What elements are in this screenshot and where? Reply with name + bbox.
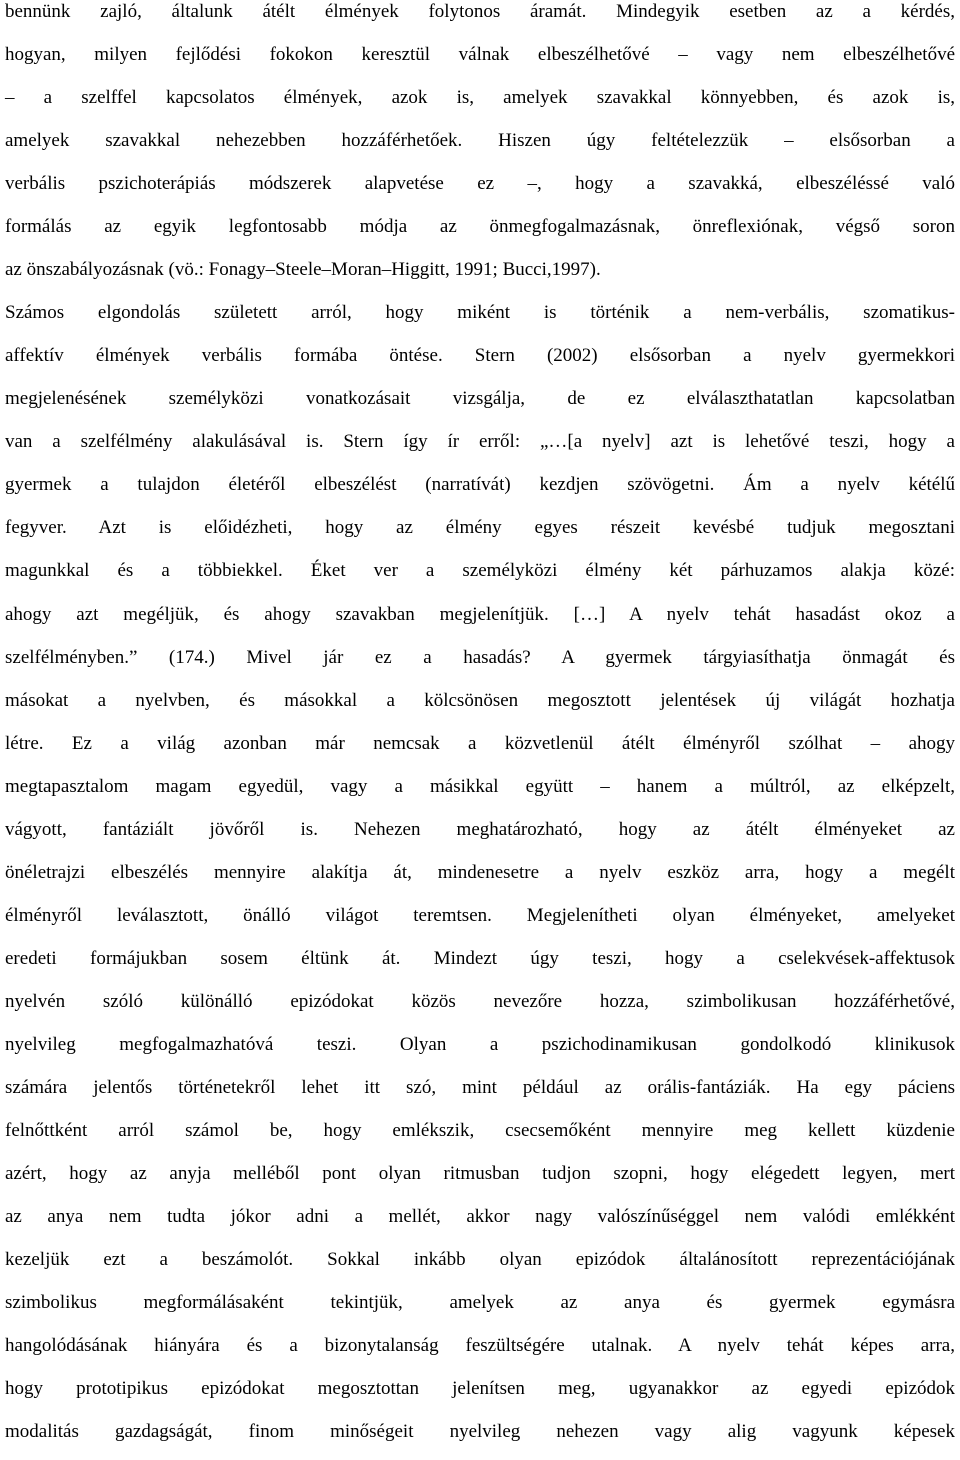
text-line: szelfélményben.” (174.) Mivel jár ez a hasadás? A gyermek tárgyiasíthatja önmagát és xyxy=(5,647,955,668)
text-line: számára jelentős történetekről lehet itt szó, mint például az orális-fantáziák. Ha egy páciens xyxy=(5,1077,955,1098)
text-line: vágyott, fantáziált jövőről is. Nehezen meghatározható, hogy az átélt élményeket az xyxy=(5,819,955,840)
text-line: affektív élmények verbális formába öntése. Stern (2002) elsősorban a nyelv gyermekkori xyxy=(5,345,955,366)
text-line: nyelvileg megfogalmazhatóvá teszi. Olyan a pszichodinamikusan gondolkodó klinikusok xyxy=(5,1034,955,1055)
text-line: hogyan, milyen fejlődési fokokon keresztül válnak elbeszélhetővé – vagy nem elbeszélhetővé xyxy=(5,44,955,65)
text-line: hangolódásának hiányára és a bizonytalanság feszültségére utalnak. A nyelv tehát képes arra, xyxy=(5,1335,955,1356)
text-line: ahogy azt megéljük, és ahogy szavakban megjelenítjük. […] A nyelv tehát hasadást okoz a xyxy=(5,604,955,625)
text-line: van a szelfélmény alakulásával is. Stern így ír erről: „…[a nyelv] azt is lehetővé teszi, hogy a xyxy=(5,431,955,452)
text-line: verbális pszichoterápiás módszerek alapvetése ez –, hogy a szavakká, elbeszéléssé való xyxy=(5,173,955,194)
text-line: szimbolikus megformálásaként tekintjük, amelyek az anya és gyermek egymásra xyxy=(5,1292,955,1313)
text-line: kezeljük ezt a beszámolót. Sokkal inkább olyan epizódok általánosított reprezentációjának xyxy=(5,1249,955,1270)
text-line: megjelenésének személyközi vonatkozásait vizsgálja, de ez elválaszthatatlan kapcsolatban xyxy=(5,388,955,409)
text-line: bennünk zajló, általunk átélt élmények folytonos áramát. Mindegyik esetben az a kérdés, xyxy=(5,1,955,22)
text-line: modalitás gazdagságát, finom minőségeit nyelvileg nehezen vagy alig vagyunk képesek xyxy=(5,1421,955,1442)
text-line: megtapasztalom magam egyedül, vagy a másikkal együtt – hanem a múltról, az elképzelt, xyxy=(5,776,955,797)
text-line: az önszabályozásnak (vö.: Fonagy–Steele–Moran–Higgitt, 1991; Bucci,1997). xyxy=(5,259,601,280)
text-line: élményről leválasztott, önálló világot teremtsen. Megjelenítheti olyan élményeket, amelyeket xyxy=(5,905,955,926)
text-line: az anya nem tudta jókor adni a mellét, akkor nagy valószínűséggel nem valódi emlékként xyxy=(5,1206,955,1227)
text-line: nyelvén szóló különálló epizódokat közös nevezőre hozza, szimbolikusan hozzáférhetővé, xyxy=(5,991,955,1012)
text-line: másokat a nyelvben, és másokkal a kölcsönösen megosztott jelentések új világát hozhatja xyxy=(5,690,955,711)
text-line: eredeti formájukban sosem éltünk át. Mindezt úgy teszi, hogy a cselekvések-affektusok xyxy=(5,948,955,969)
text-line: hogy prototipikus epizódokat megosztottan jelenítsen meg, ugyanakkor az egyedi epizódok xyxy=(5,1378,955,1399)
text-line: amelyek szavakkal nehezebben hozzáférhetőek. Hiszen úgy feltételezzük – elsősorban a xyxy=(5,130,955,151)
text-line: létre. Ez a világ azonban már nemcsak a közvetlenül átélt élményről szólhat – ahogy xyxy=(5,733,955,754)
text-line: Számos elgondolás született arról, hogy miként is történik a nem-verbális, szomatikus- xyxy=(5,302,955,323)
text-line: azért, hogy az anyja melléből pont olyan ritmusban tudjon szopni, hogy elégedett legyen, mert xyxy=(5,1163,955,1184)
text-line: gyermek a tulajdon életéről elbeszélést (narratívát) kezdjen szövögetni. Ám a nyelv kétélű xyxy=(5,474,955,495)
text-line: önéletrajzi elbeszélés mennyire alakítja át, mindenesetre a nyelv eszköz arra, hogy a megélt xyxy=(5,862,955,883)
text-line: fegyver. Azt is előidézheti, hogy az élmény egyes részeit kevésbé tudjuk megosztani xyxy=(5,517,955,538)
text-line: felnőttként arról számol be, hogy emlékszik, csecsemőként mennyire meg kellett küzdenie xyxy=(5,1120,955,1141)
text-line: – a szelffel kapcsolatos élmények, azok is, amelyek szavakkal könnyebben, és azok is, xyxy=(5,87,955,108)
text-line: magunkkal és a többiekkel. Éket ver a személyközi élmény két párhuzamos alakja közé: xyxy=(5,560,955,581)
text-line: formálás az egyik legfontosabb módja az önmegfogalmazásnak, önreflexiónak, végső soron xyxy=(5,216,955,237)
